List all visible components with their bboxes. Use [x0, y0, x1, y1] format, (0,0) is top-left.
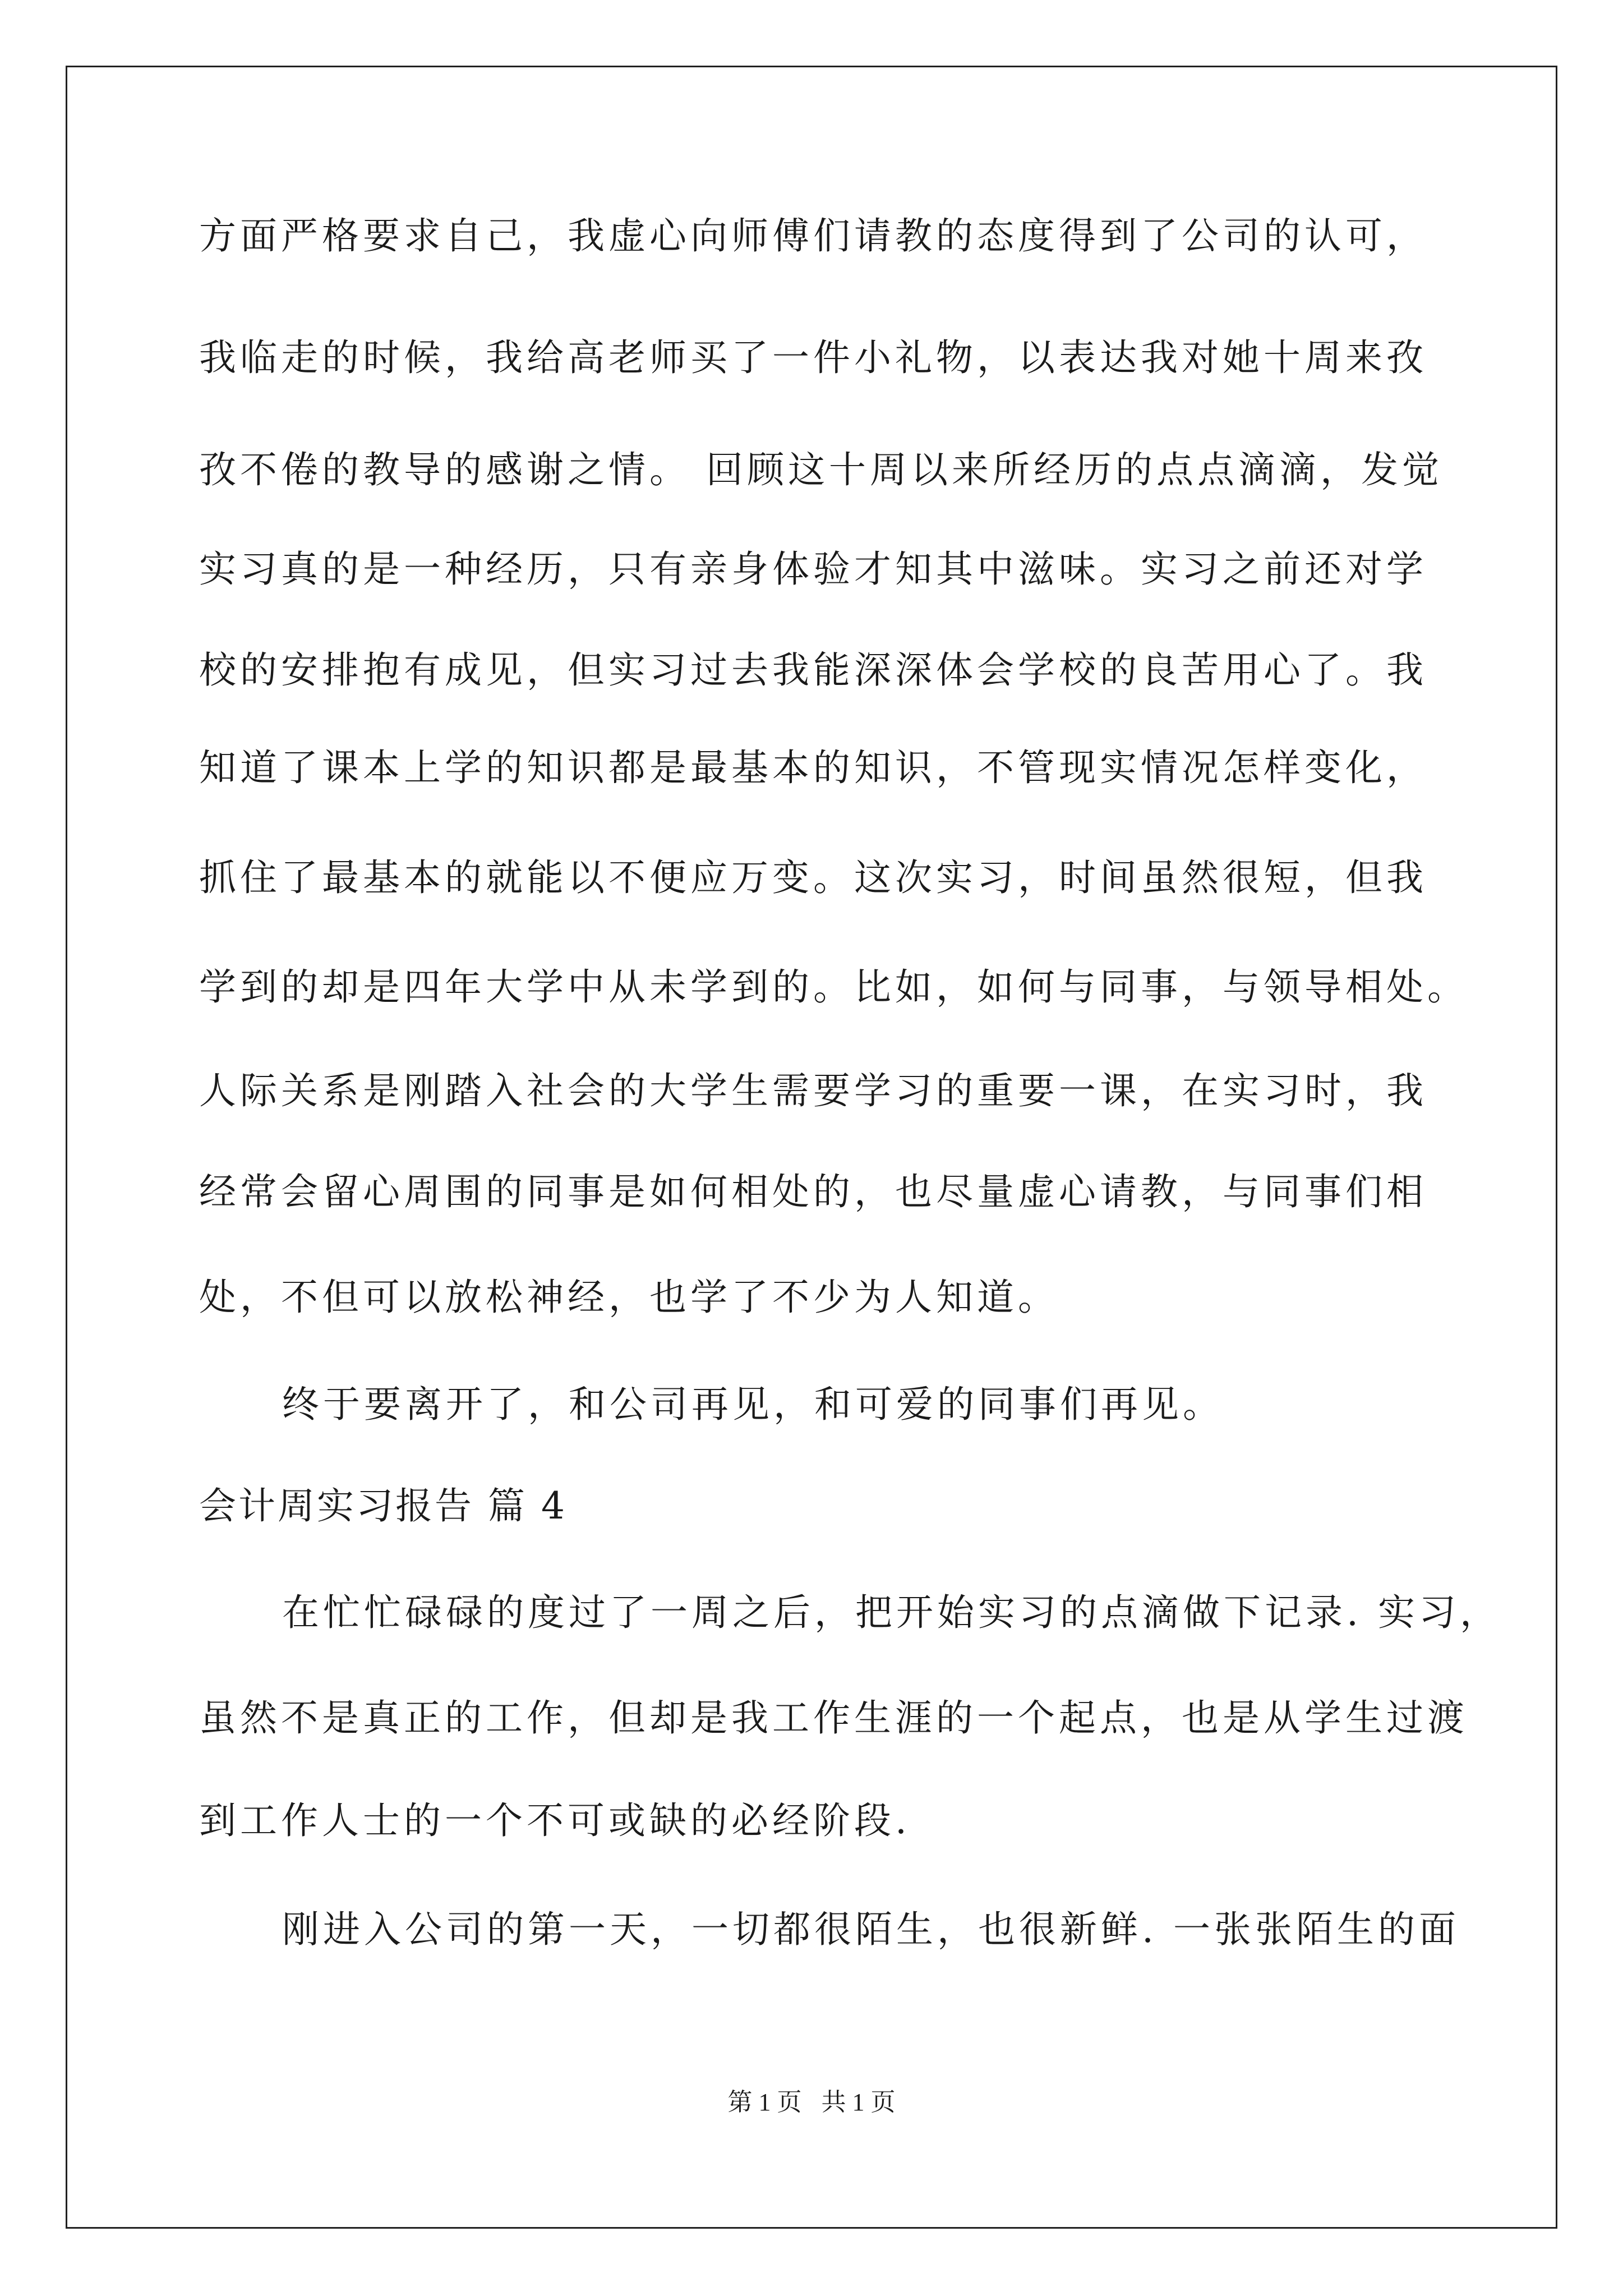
paragraph-line: 到工作人士的一个不可或缺的必经阶段.: [199, 1799, 911, 1842]
page-footer: [0, 2086, 1623, 2119]
paragraph-line: 方面严格要求自己，我虚心向师傅们请教的态度得到了公司的认可，: [199, 214, 1427, 257]
paragraph-line: 实习真的是一种经历，只有亲身体验才知其中滋味。实习之前还对学: [199, 547, 1427, 591]
paragraph-line: 孜不倦的教导的感谢之情。 回顾这十周以来所经历的点点滴滴，发觉: [199, 448, 1443, 491]
page-number: 第 1 页: [727, 2088, 802, 2116]
paragraph-line: 学到的却是四年大学中从未学到的。比如，如何与同事，与领导相处。: [199, 965, 1468, 1009]
paragraph-line: 我临走的时候，我给高老师买了一件小礼物，以表达我对她十周来孜: [199, 336, 1427, 379]
paragraph-line: 虽然不是真正的工作，但却是我工作生涯的一个起点，也是从学生过渡: [199, 1696, 1468, 1740]
section-heading: 会计周实习报告 篇 4: [199, 1484, 567, 1527]
paragraph-line: 处，不但可以放松神经，也学了不少为人知道。: [199, 1276, 1059, 1319]
paragraph-line: 知道了课本上学的知识都是最基本的知识，不管现实情况怎样变化，: [199, 746, 1427, 789]
paragraph-line: 人际关系是刚踏入社会的大学生需要学习的重要一课，在实习时，我: [199, 1069, 1427, 1112]
paragraph-line: 经常会留心周围的同事是如何相处的，也尽量虚心请教，与同事们相: [199, 1170, 1427, 1213]
paragraph-line: 抓住了最基本的就能以不便应万变。这次实习，时间虽然很短，但我: [199, 856, 1427, 899]
paragraph-line: 在忙忙碌碌的度过了一周之后，把开始实习的点滴做下记录. 实习，: [282, 1591, 1501, 1634]
page-total: 共 1 页: [821, 2088, 896, 2116]
paragraph-line: 校的安排抱有成见，但实习过去我能深深体会学校的良苦用心了。我: [199, 648, 1427, 692]
paragraph-line: 终于要离开了，和公司再见，和可爱的同事们再见。: [282, 1383, 1224, 1426]
paragraph-line: 刚进入公司的第一天，一切都很陌生，也很新鲜. 一张张陌生的面: [282, 1908, 1460, 1951]
